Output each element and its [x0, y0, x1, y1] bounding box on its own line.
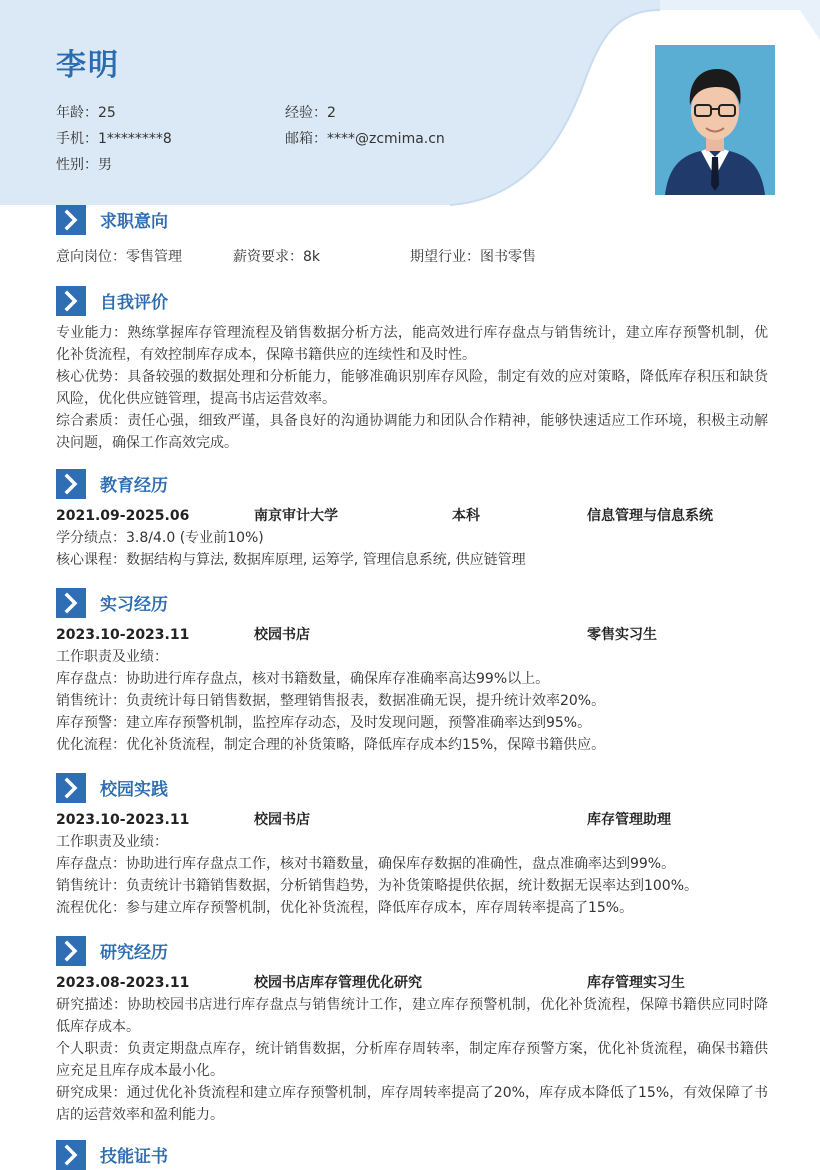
intent-salary: 薪资要求：8k [233, 249, 321, 265]
intent-industry: 期望行业：图书零售 [410, 249, 536, 265]
age-field: 年龄：25 [56, 105, 116, 121]
section-title: 技能证书 [100, 1147, 168, 1167]
campus-line: 工作职责及业绩： [56, 834, 168, 850]
campus-line: 库存盘点：协助进行库存盘点工作，核对书籍数量，确保库存数据的准确性，盘点准确率达到99%。 [56, 856, 676, 872]
research-paragraph: 研究成果：通过优化补货流程和建立库存预警机制，库存周转率提高了20%，库存成本降低了15%，有效保障了书店的运营效率和盈利能力。 [56, 1085, 768, 1123]
edu-gpa: 学分绩点：3.8/4.0 (专业前10%) [56, 530, 264, 546]
section-title: 自我评价 [100, 293, 168, 313]
research-paragraph: 个人职责：负责定期盘点库存，统计销售数据，分析库存周转率，制定库存预警方案，优化补货流程，确保书籍供应充足且库存成本最小化。 [56, 1041, 768, 1079]
candidate-name: 李明 [56, 48, 120, 83]
chevron-right-icon [56, 286, 86, 316]
research-org: 校园书店库存管理优化研究 [254, 975, 422, 991]
section-title: 教育经历 [100, 476, 168, 496]
chevron-right-icon [56, 1140, 86, 1170]
chevron-right-icon [56, 205, 86, 235]
edu-school: 南京审计大学 [254, 508, 338, 524]
intern-line: 优化流程：优化补货流程，制定合理的补货策略，降低库存成本约15%，保障书籍供应。 [56, 737, 606, 753]
section-skills [56, 1140, 768, 1168]
campus-line: 销售统计：负责统计书籍销售数据，分析销售趋势，为补货策略提供依据，统计数据无误率达到100%。 [56, 878, 699, 894]
gender-field: 性别：男 [56, 157, 112, 173]
research-role: 库存管理实习生 [587, 975, 685, 991]
email-field: 邮箱：****@zcmima.cn [285, 131, 445, 147]
phone-field: 手机：1********8 [56, 131, 172, 147]
resume-header [0, 0, 820, 205]
self-eval-paragraph: 综合素质：责任心强，细致严谨，具备良好的沟通协调能力和团队合作精神，能够快速适应工作环境，积极主动解决问题，确保工作高效完成。 [56, 413, 768, 451]
edu-major: 信息管理与信息系统 [587, 508, 713, 524]
campus-role: 库存管理助理 [587, 812, 671, 828]
intern-line: 销售统计：负责统计每日销售数据，整理销售报表，数据准确无误，提升统计效率20%。 [56, 693, 606, 709]
chevron-right-icon [56, 469, 86, 499]
section-internship [56, 588, 768, 756]
chevron-right-icon [56, 936, 86, 966]
campus-org: 校园书店 [254, 812, 310, 828]
experience-field: 经验：2 [285, 105, 336, 121]
section-campus-practice [56, 773, 768, 919]
section-self-evaluation [56, 286, 768, 454]
edu-courses: 核心课程：数据结构与算法, 数据库原理, 运筹学, 管理信息系统, 供应链管理 [56, 552, 526, 568]
intern-line: 工作职责及业绩： [56, 649, 168, 665]
intent-position: 意向岗位：零售管理 [56, 249, 182, 265]
section-job-intent [56, 205, 768, 268]
section-title: 校园实践 [100, 780, 168, 800]
chevron-right-icon [56, 773, 86, 803]
intern-line: 库存盘点：协助进行库存盘点，核对书籍数量，确保库存准确率高达99%以上。 [56, 671, 550, 687]
section-title: 实习经历 [100, 595, 168, 615]
intern-period: 2023.10-2023.11 [56, 627, 190, 643]
profile-photo [655, 45, 775, 195]
campus-line: 流程优化：参与建立库存预警机制，优化补货流程，降低库存成本，库存周转率提高了15%。 [56, 900, 634, 916]
self-eval-paragraph: 专业能力：熟练掌握库存管理流程及销售数据分析方法，能高效进行库存盘点与销售统计，建立库存预警机制，优化补货流程，有效控制库存成本，保障书籍供应的连续性和及时性。 [56, 325, 768, 363]
chevron-right-icon [56, 588, 86, 618]
section-title: 求职意向 [100, 212, 168, 232]
research-paragraph: 研究描述：协助校园书店进行库存盘点与销售统计工作，建立库存预警机制，优化补货流程，保障书籍供应同时降低库存成本。 [56, 997, 768, 1035]
edu-degree: 本科 [452, 508, 480, 524]
section-research [56, 936, 768, 1126]
research-period: 2023.08-2023.11 [56, 975, 190, 991]
campus-period: 2023.10-2023.11 [56, 812, 190, 828]
edu-period: 2021.09-2025.06 [56, 508, 190, 524]
self-eval-paragraph: 核心优势：具备较强的数据处理和分析能力，能够准确识别库存风险，制定有效的应对策略，降低库存积压和缺货风险，优化供应链管理，提高书店运营效率。 [56, 369, 768, 407]
section-title: 研究经历 [100, 943, 168, 963]
intern-org: 校园书店 [254, 627, 310, 643]
intern-line: 库存预警：建立库存预警机制，监控库存动态，及时发现问题，预警准确率达到95%。 [56, 715, 592, 731]
intern-role: 零售实习生 [587, 627, 657, 643]
section-education [56, 469, 768, 571]
